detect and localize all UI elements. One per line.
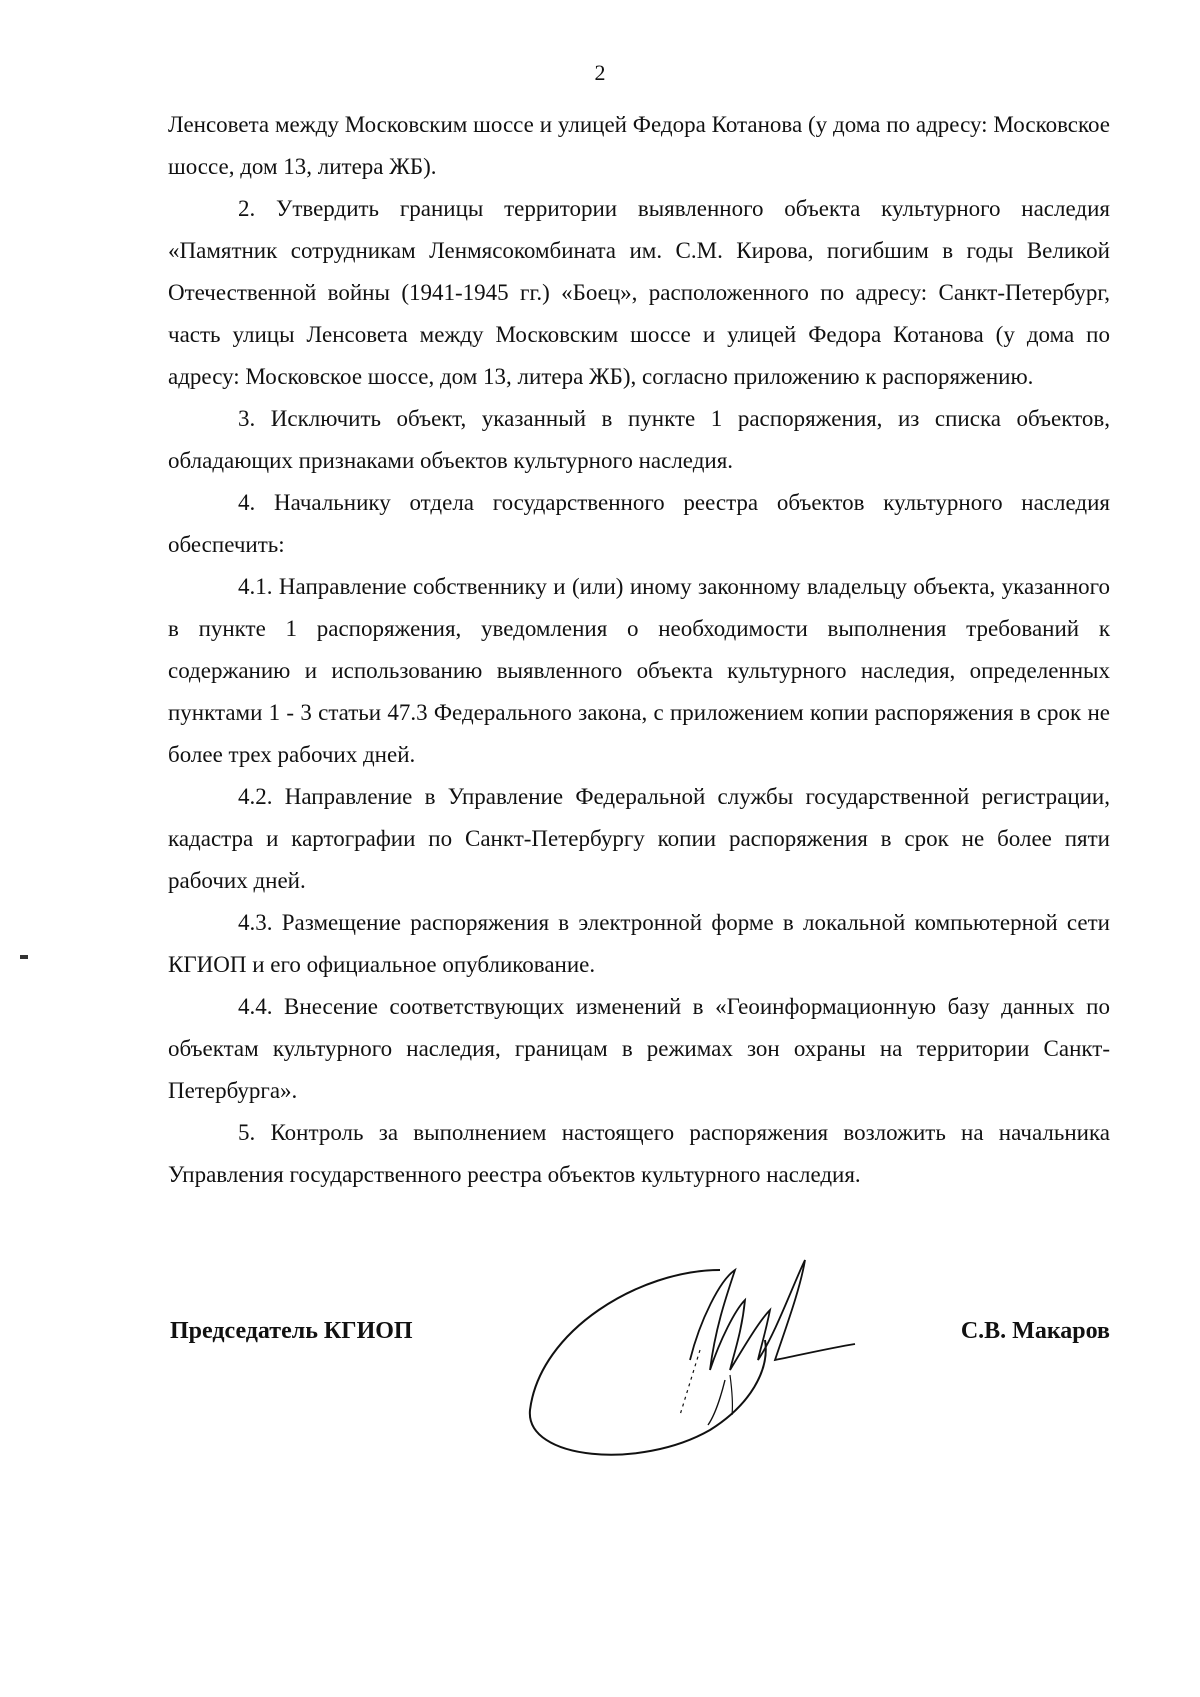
paragraph-item-4-4: 4.4. Внесение соответствующих изменений в «Геоинформационную базу данных по объектам культурного наследия, границам в режимах зон охраны на территории Санкт-Петербурга».	[168, 994, 1110, 1103]
paragraph-item-4-1: 4.1. Направление собственнику и (или) иному законному владельцу объекта, указанного в пункте 1 распоряжения, уведомления о необходимости выполнения требований к содержанию и использованию выявленного объекта культурного наследия, определенных пунктами 1 - 3 статьи 47.3 Федерального закона, с приложением копии распоряжения в срок не более трех рабочих дней.	[168, 574, 1110, 767]
signatory-title: Председатель КГИОП	[170, 1318, 413, 1344]
handwritten-signature	[520, 1240, 880, 1470]
paragraph-item-2: 2. Утвердить границы территории выявленного объекта культурного наследия «Памятник сотрудникам Ленмясокомбината им. С.М. Кирова, погибшим в годы Великой Отечественной войны (1941-1945 гг.) «Боец», расположенного по адресу: Санкт-Петербург, часть улицы Ленсовета между Московским шоссе и улицей Федора Котанова (у дома по адресу: Московское шоссе, дом 13, литера ЖБ), согласно приложению к распоряжению.	[168, 196, 1110, 389]
paragraph-item-4-2: 4.2. Направление в Управление Федеральной службы государственной регистрации, кадастра и картографии по Санкт-Петербургу копии распоряжения в срок не более пяти рабочих дней.	[168, 784, 1110, 893]
paragraph-item-4: 4. Начальнику отдела государственного реестра объектов культурного наследия обеспечить:	[168, 490, 1110, 557]
paragraph-item-4-3: 4.3. Размещение распоряжения в электронной форме в локальной компьютерной сети КГИОП и его официальное опубликование.	[168, 910, 1110, 977]
paragraph-item-5: 5. Контроль за выполнением настоящего распоряжения возложить на начальника Управления государственного реестра объектов культурного наследия.	[168, 1120, 1110, 1187]
signatory-name: С.В. Макаров	[960, 1318, 1110, 1344]
page-number: 2	[594, 60, 606, 85]
paragraph-continuation: Ленсовета между Московским шоссе и улицей Федора Котанова (у дома по адресу: Московское шоссе, дом 13, литера ЖБ).	[168, 112, 1110, 179]
scan-artifact	[20, 955, 28, 959]
document-body	[168, 104, 1110, 1196]
paragraph-item-3: 3. Исключить объект, указанный в пункте 1 распоряжения, из списка объектов, обладающих признаками объектов культурного наследия.	[168, 406, 1110, 473]
